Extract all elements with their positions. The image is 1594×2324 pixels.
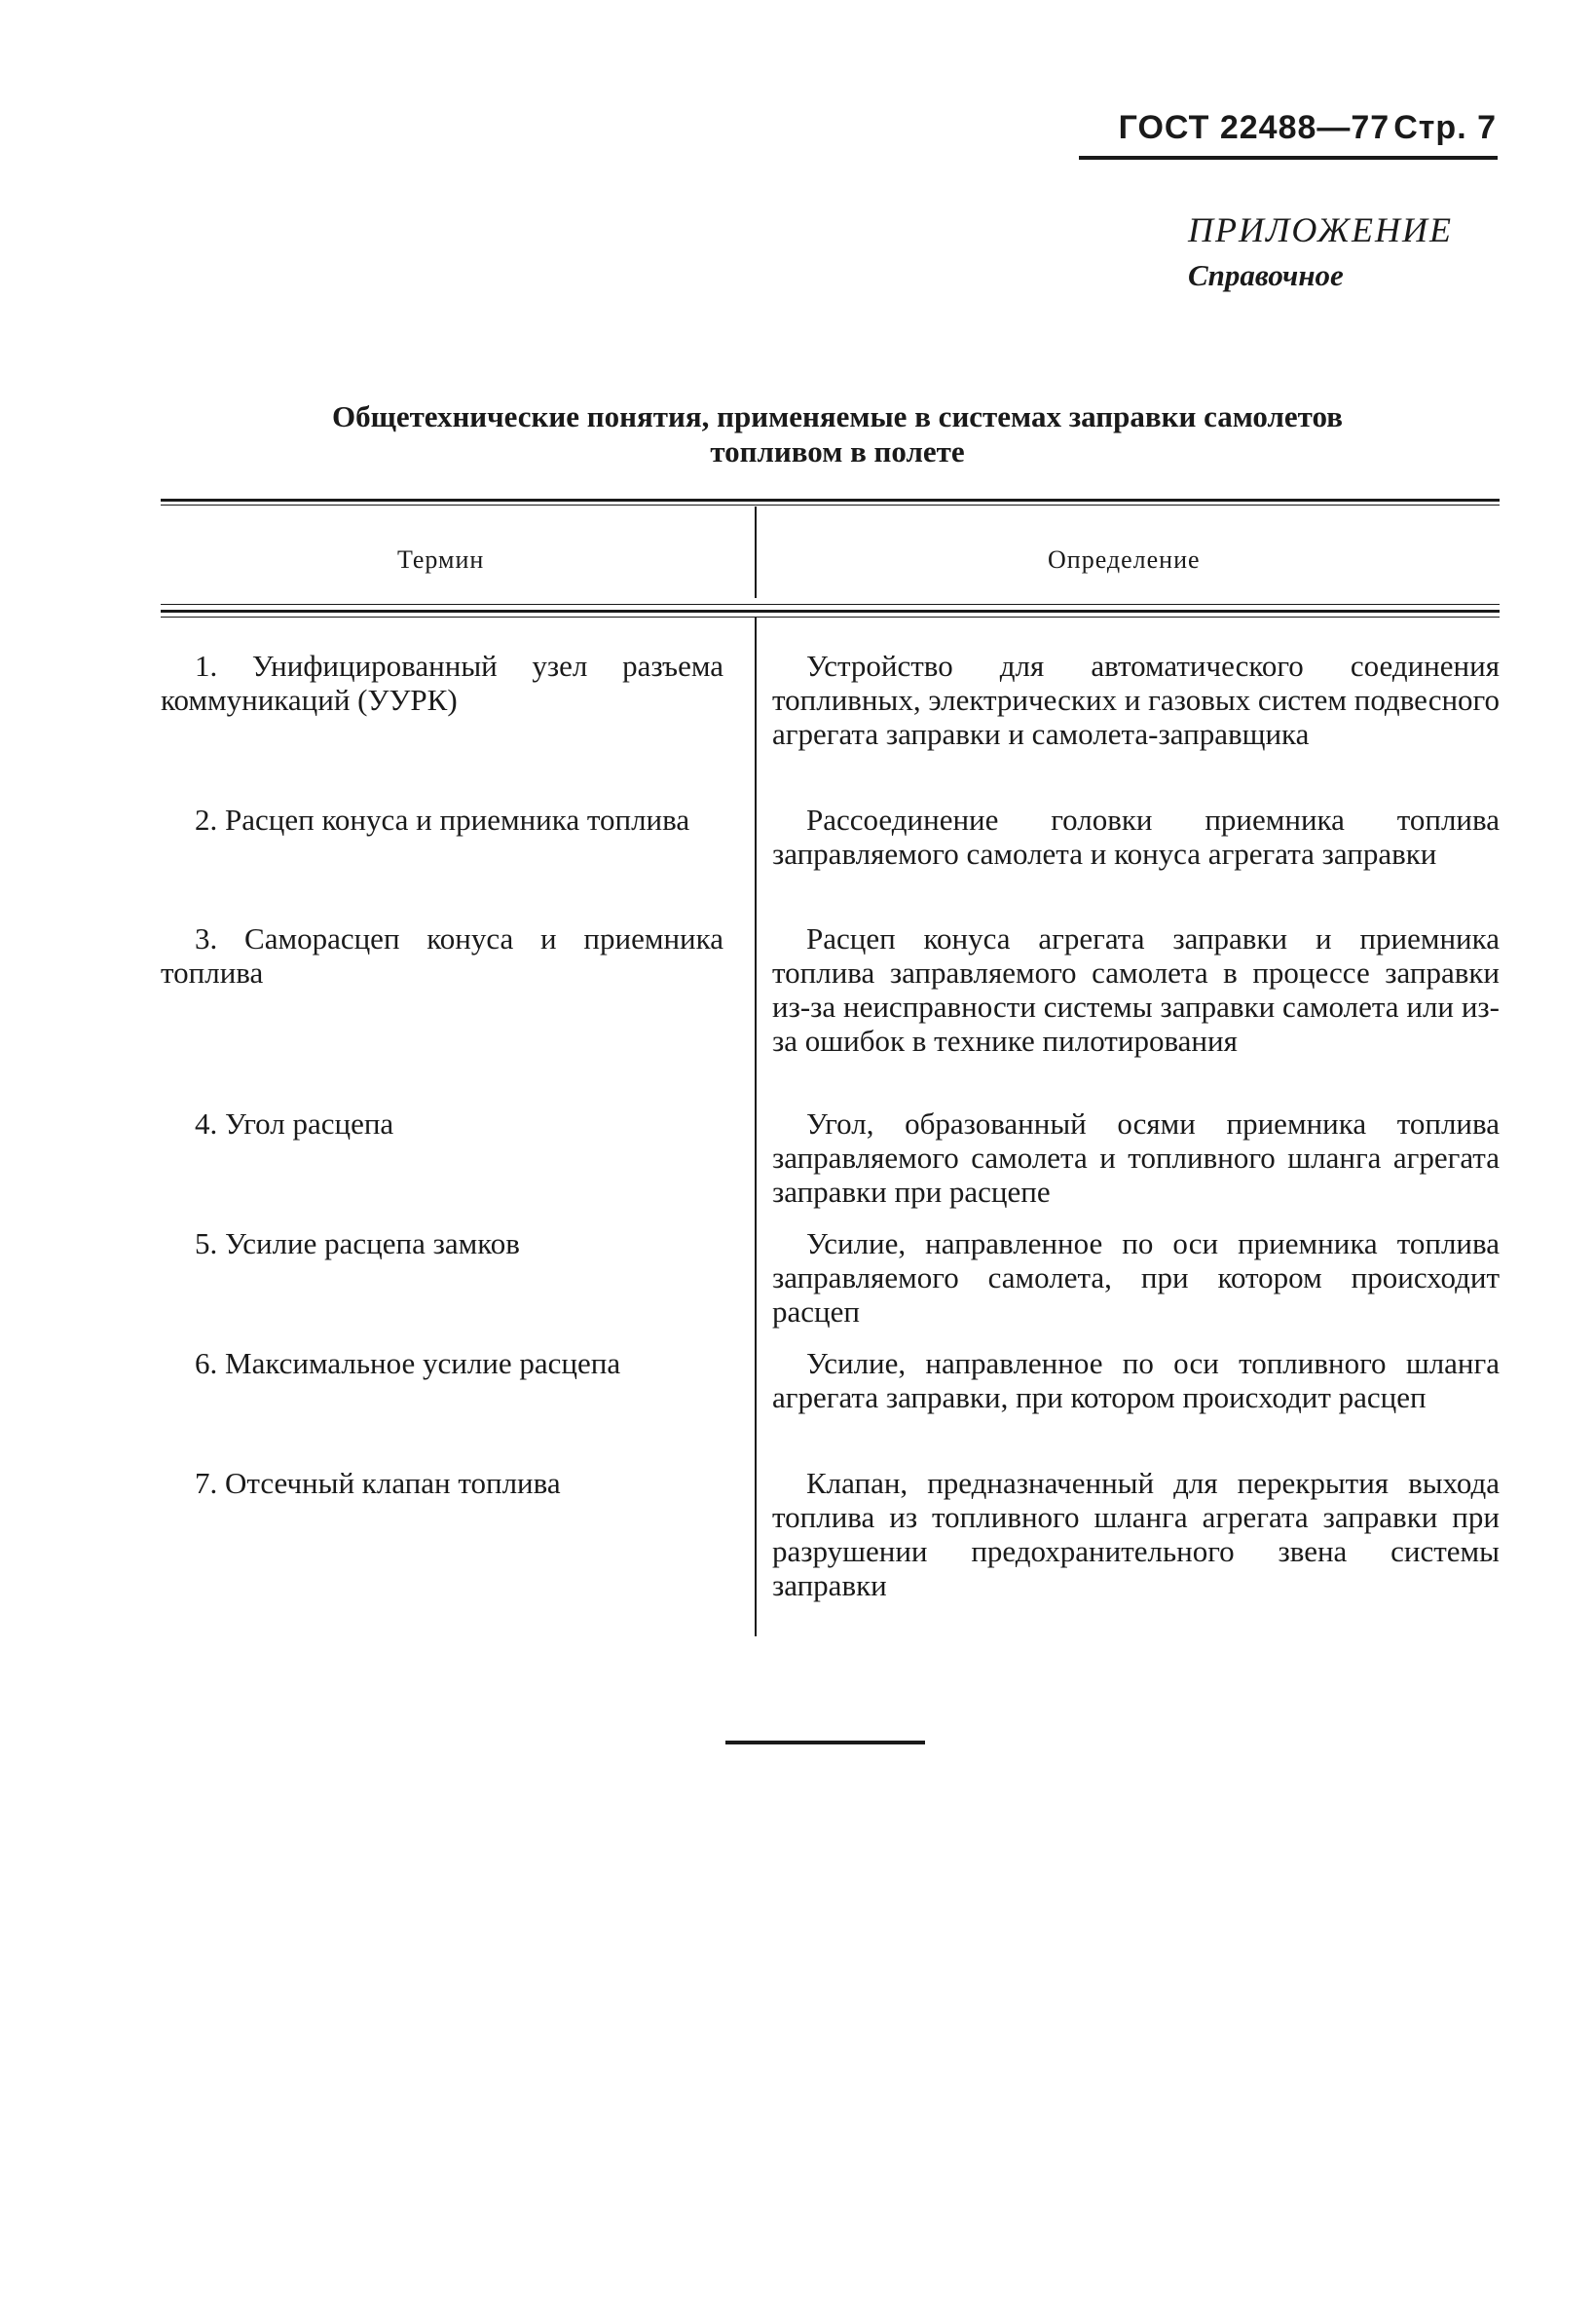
header-bottom-rule-2 [161,610,1500,613]
appendix-title: ПРИЛОЖЕНИЕ [1188,210,1453,249]
term-cell: 6. Максимальное усилие расцепа [195,1346,621,1380]
header-bottom-rule-1 [161,604,1500,605]
body-column-divider [755,618,757,1636]
term-cell: 7. Отсечный клапан топлива [195,1466,561,1500]
term-cell: 1. Унифицированный узел разъема коммуникаций (УУРК) [161,649,723,717]
appendix-subtitle: Справочное [1188,258,1344,292]
definition-cell: Усилие, направленное по оси приемника топлива заправляемого самолета, при котором происходит расцеп [772,1226,1500,1329]
header-column-divider [755,506,757,598]
definition-cell: Устройство для автоматического соединения топливных, электрических и газовых систем подвесного агрегата заправки и самолета-заправщика [772,649,1500,751]
term-cell: 3. Саморасцеп конуса и приемника топлива [161,921,723,990]
definition-cell: Рассоединение головки приемника топлива заправляемого самолета и конуса агрегата заправки [772,803,1500,871]
appendix-block [1188,209,1453,293]
end-of-document-rule [725,1741,925,1744]
term-cell: 5. Усилие расцепа замков [195,1226,520,1260]
page-number: Стр. 7 [1393,109,1497,146]
standard-number: ГОСТ 22488—77 [1118,109,1390,146]
table-top-rule [161,499,1500,502]
definition-cell: Усилие, направленное по оси топливного шланга агрегата заправки, при котором происходит расцеп [772,1346,1500,1414]
definition-cell: Угол, образованный осями приемника топлива заправляемого самолета и топливного шланга агрегата заправки при расцепе [772,1106,1500,1209]
table-top-rule-thin [161,505,1500,506]
definition-cell: Клапан, предназначенный для перекрытия выхода топлива из топливного шланга агрегата заправки при разрушении предохранительного звена системы заправки [772,1466,1500,1602]
page-header [1119,109,1497,147]
header-underline [1079,156,1498,160]
document-title [156,399,1519,469]
definition-cell: Расцеп конуса агрегата заправки и приемника топлива заправляемого самолета в процессе заправки из-за неисправности системы заправки самолета или из-за ошибок в технике пилотирования [772,921,1500,1058]
term-cell: 4. Угол расцепа [195,1106,394,1141]
column-header-definition: Определение [1048,545,1201,574]
column-header-term: Термин [397,545,485,574]
document-title-line-1: Общетехнические понятия, применяемые в системах заправки самолетов [332,399,1343,433]
header-bottom-rule-3 [161,617,1500,618]
document-title-line-2: топливом в полете [710,434,965,469]
term-cell: 2. Расцеп конуса и приемника топлива [195,803,690,837]
